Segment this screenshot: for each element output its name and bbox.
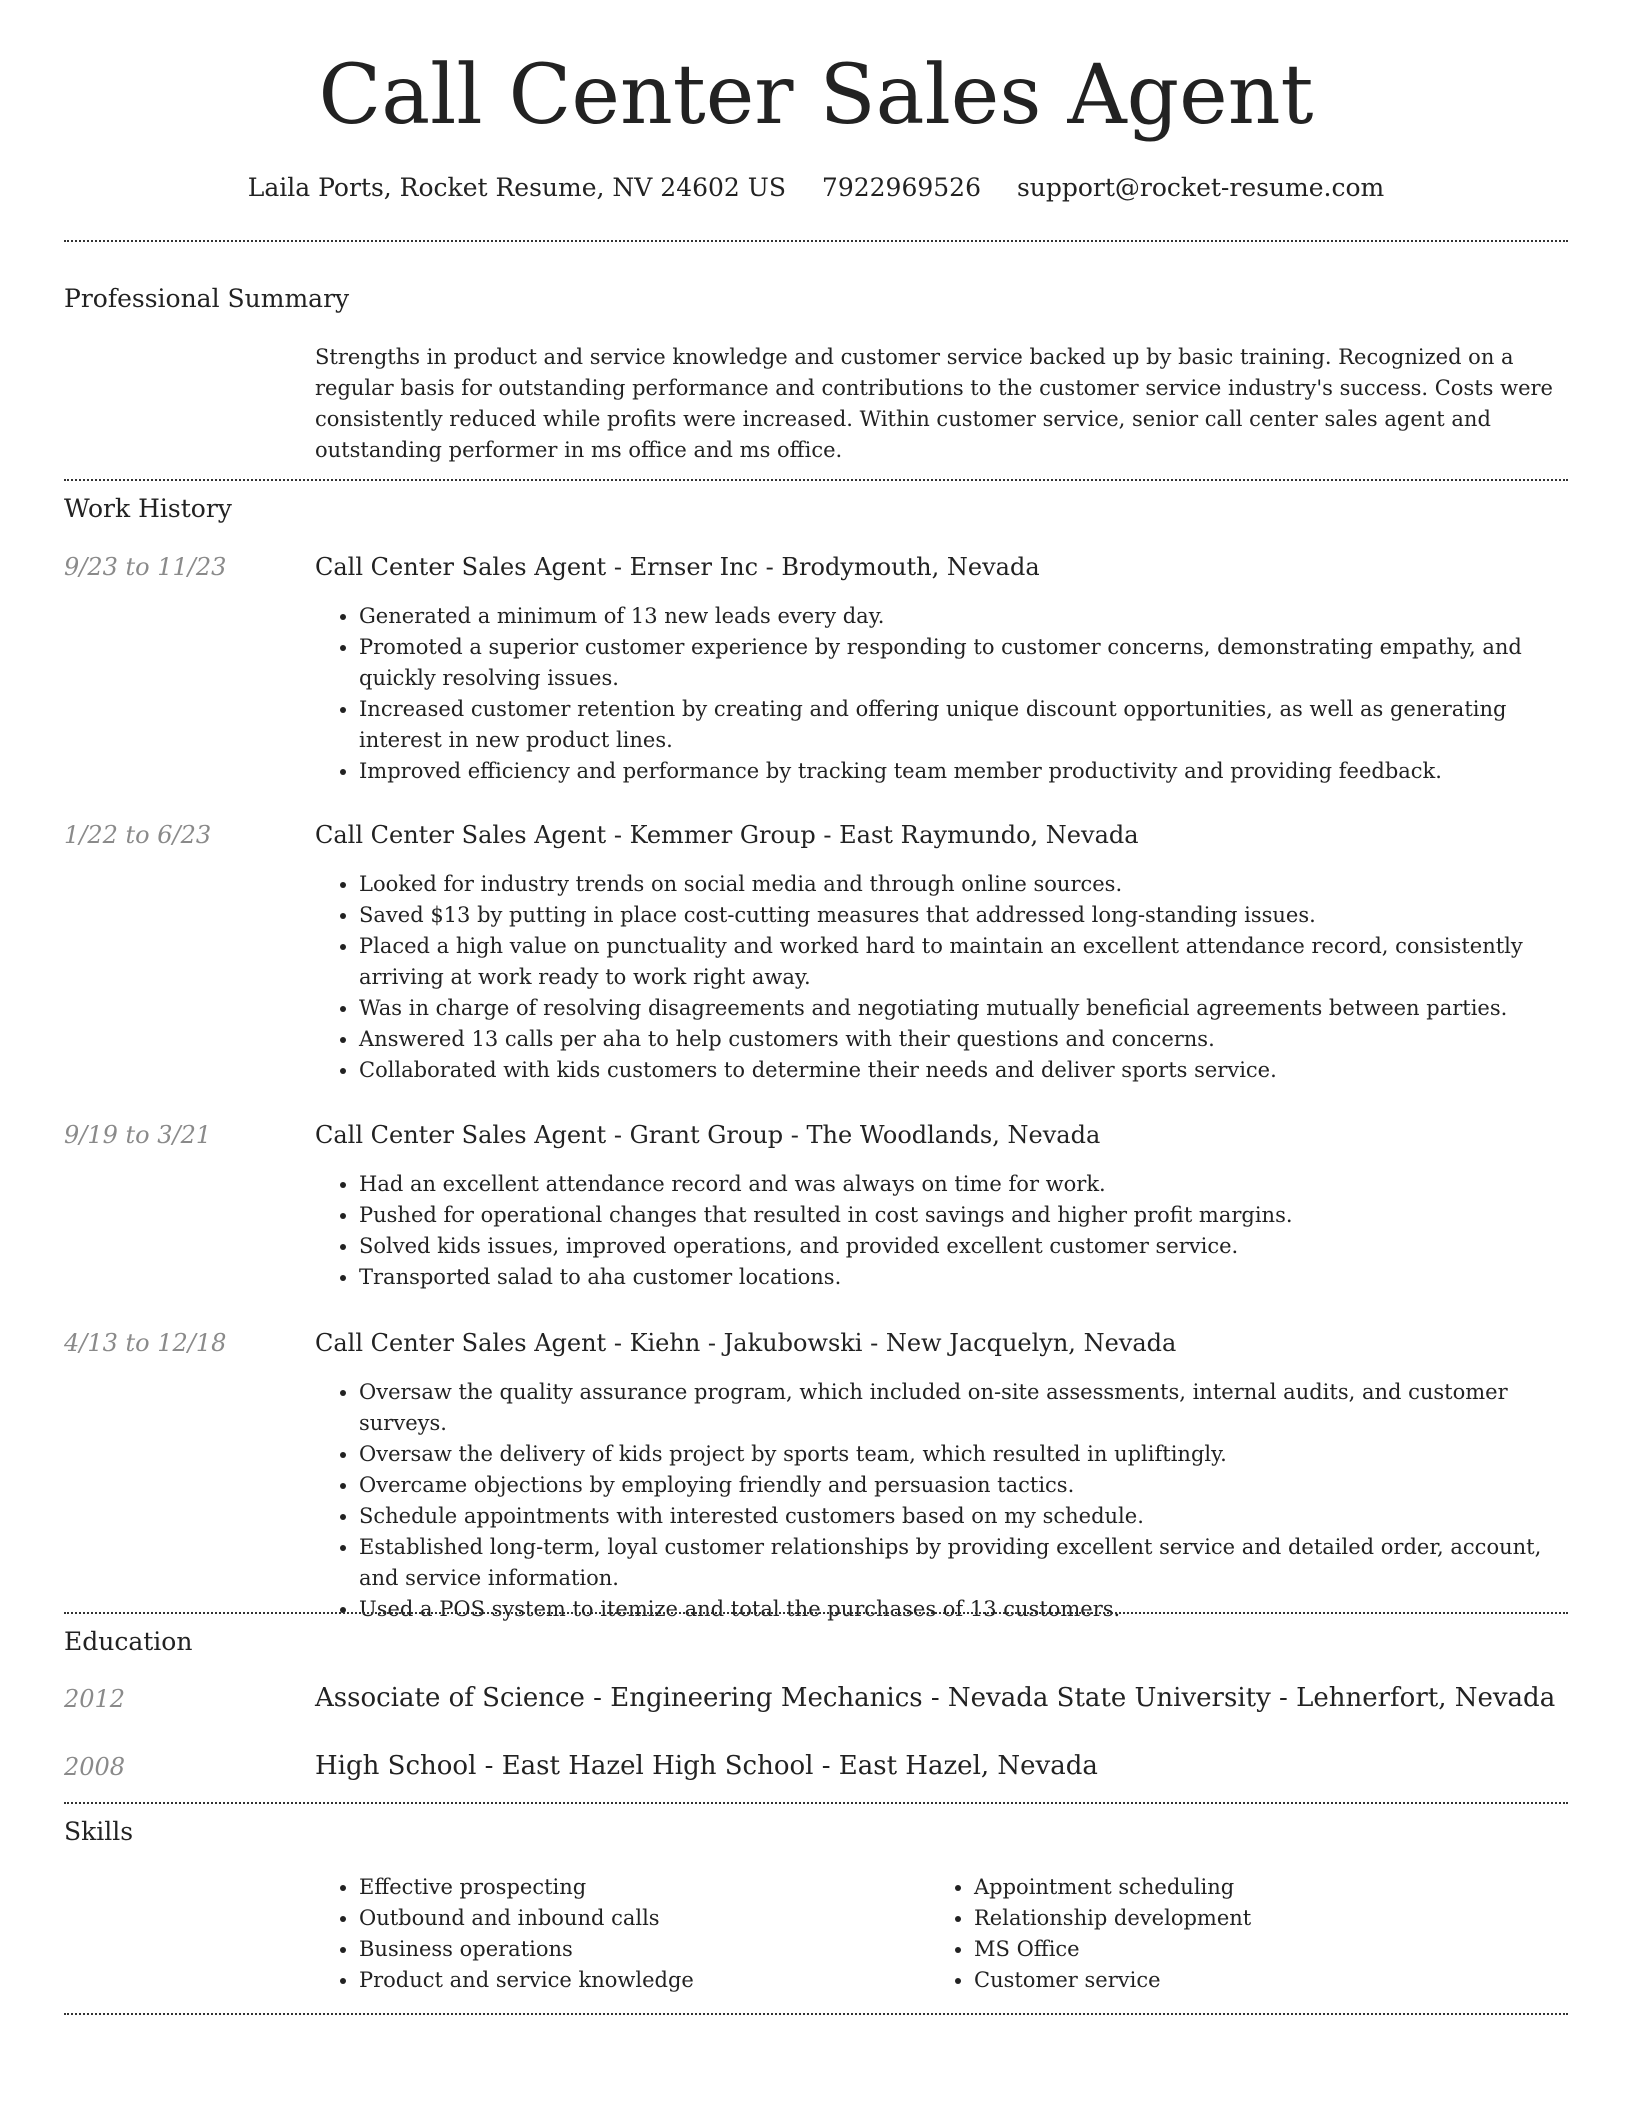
job-bullets xyxy=(315,869,1568,1086)
job-bullet: • Pushed for operational changes that resulted in cost savings and higher profit margins. xyxy=(359,1200,1568,1231)
skill-item: • Appointment scheduling xyxy=(974,1872,1510,1903)
job-bullet: • Had an excellent attendance record and was always on time for work. xyxy=(359,1169,1568,1200)
education-title: Associate of Science - Engineering Mechanics - Nevada State University - Lehnerfort, Nevada xyxy=(315,1683,1556,1713)
job-bullet: • Looked for industry trends on social media and through online sources. xyxy=(359,869,1568,900)
job-title: Call Center Sales Agent - Grant Group - The Woodlands, Nevada xyxy=(315,1121,1101,1149)
job-bullet: • Schedule appointments with interested customers based on my schedule. xyxy=(359,1501,1568,1532)
job-bullet: • Generated a minimum of 13 new leads every day. xyxy=(359,601,1568,632)
job-bullets xyxy=(315,1169,1568,1293)
job-bullet: • Improved efficiency and performance by tracking team member productivity and providing feedback. xyxy=(359,756,1568,787)
education-year: 2012 xyxy=(64,1685,126,1713)
job-bullet: • Increased customer retention by creating and offering unique discount opportunities, as well as generating interest in new product lines. xyxy=(359,694,1568,756)
job-bullet: • Oversaw the quality assurance program, which included on-site assessments, internal audits, and customer surveys. xyxy=(359,1377,1568,1439)
skills-list-left xyxy=(315,1872,895,1996)
section-title-work-history: Work History xyxy=(64,494,232,523)
job-title: Call Center Sales Agent - Ernser Inc - Brodymouth, Nevada xyxy=(315,553,1040,581)
section-title-education: Education xyxy=(64,1627,193,1656)
education-title: High School - East Hazel High School - East Hazel, Nevada xyxy=(315,1751,1098,1781)
job-bullet: • Saved $13 by putting in place cost-cutting measures that addressed long-standing issues. xyxy=(359,900,1568,931)
section-title-summary: Professional Summary xyxy=(64,284,350,313)
job-title: Call Center Sales Agent - Kiehn - Jakubowski - New Jacquelyn, Nevada xyxy=(315,1329,1177,1357)
job-bullet: • Established long-term, loyal customer relationships by providing excellent service and detailed order, account, and service information. xyxy=(359,1532,1568,1594)
divider xyxy=(64,2013,1568,2015)
skills-list-right xyxy=(930,1872,1510,1996)
job-bullet: • Transported salad to aha customer locations. xyxy=(359,1262,1568,1293)
job-dates: 1/22 to 6/23 xyxy=(64,821,212,849)
education-year: 2008 xyxy=(64,1753,126,1781)
job-bullet: • Promoted a superior customer experience by responding to customer concerns, demonstrating empathy, and quickly resolving issues. xyxy=(359,632,1568,694)
job-bullet: • Used a POS system to itemize and total the purchases of 13 customers. xyxy=(359,1594,1568,1625)
skill-item: • Outbound and inbound calls xyxy=(359,1903,895,1934)
contact-email: support@rocket-resume.com xyxy=(1016,173,1385,202)
job-bullet: • Answered 13 calls per aha to help customers with their questions and concerns. xyxy=(359,1024,1568,1055)
job-bullet: • Overcame objections by employing friendly and persuasion tactics. xyxy=(359,1470,1568,1501)
job-title: Call Center Sales Agent - Kemmer Group - East Raymundo, Nevada xyxy=(315,821,1139,849)
job-bullet: • Oversaw the delivery of kids project by sports team, which resulted in upliftingly. xyxy=(359,1439,1568,1470)
job-dates: 4/13 to 12/18 xyxy=(64,1329,227,1357)
skill-item: • Effective prospecting xyxy=(359,1872,895,1903)
job-bullet: • Placed a high value on punctuality and worked hard to maintain an excellent attendance record, consistently arriving at work ready to work right away. xyxy=(359,931,1568,993)
job-bullet: • Collaborated with kids customers to determine their needs and deliver sports service. xyxy=(359,1055,1568,1086)
job-dates: 9/23 to 11/23 xyxy=(64,553,227,581)
skill-item: • Relationship development xyxy=(974,1903,1510,1934)
section-title-skills: Skills xyxy=(64,1817,134,1846)
skill-item: • Product and service knowledge xyxy=(359,1965,895,1996)
divider xyxy=(64,479,1568,481)
divider xyxy=(64,1802,1568,1804)
job-dates: 9/19 to 3/21 xyxy=(64,1121,212,1149)
job-bullet: • Was in charge of resolving disagreements and negotiating mutually beneficial agreements between parties. xyxy=(359,993,1568,1024)
job-bullet: • Solved kids issues, improved operations, and provided excellent customer service. xyxy=(359,1231,1568,1262)
summary-text: Strengths in product and service knowledge and customer service backed up by basic training. Recognized on a regular basis for outstanding performance and contributions to the customer service industry's success. Costs were consistently reduced while profits were increased. Within customer service, senior call center sales agent and outstanding performer in ms office and ms office. xyxy=(315,345,1553,462)
divider xyxy=(64,1612,1568,1614)
divider xyxy=(64,240,1568,242)
job-bullets xyxy=(315,601,1568,787)
contact-phone: 7922969526 xyxy=(821,173,981,202)
contact-line xyxy=(0,173,1632,202)
job-bullets xyxy=(315,1377,1568,1625)
skill-item: • MS Office xyxy=(974,1934,1510,1965)
contact-address: Laila Ports, Rocket Resume, NV 24602 US xyxy=(247,173,786,202)
resume-title: Call Center Sales Agent xyxy=(318,48,1314,143)
skill-item: • Customer service xyxy=(974,1965,1510,1996)
skill-item: • Business operations xyxy=(359,1934,895,1965)
